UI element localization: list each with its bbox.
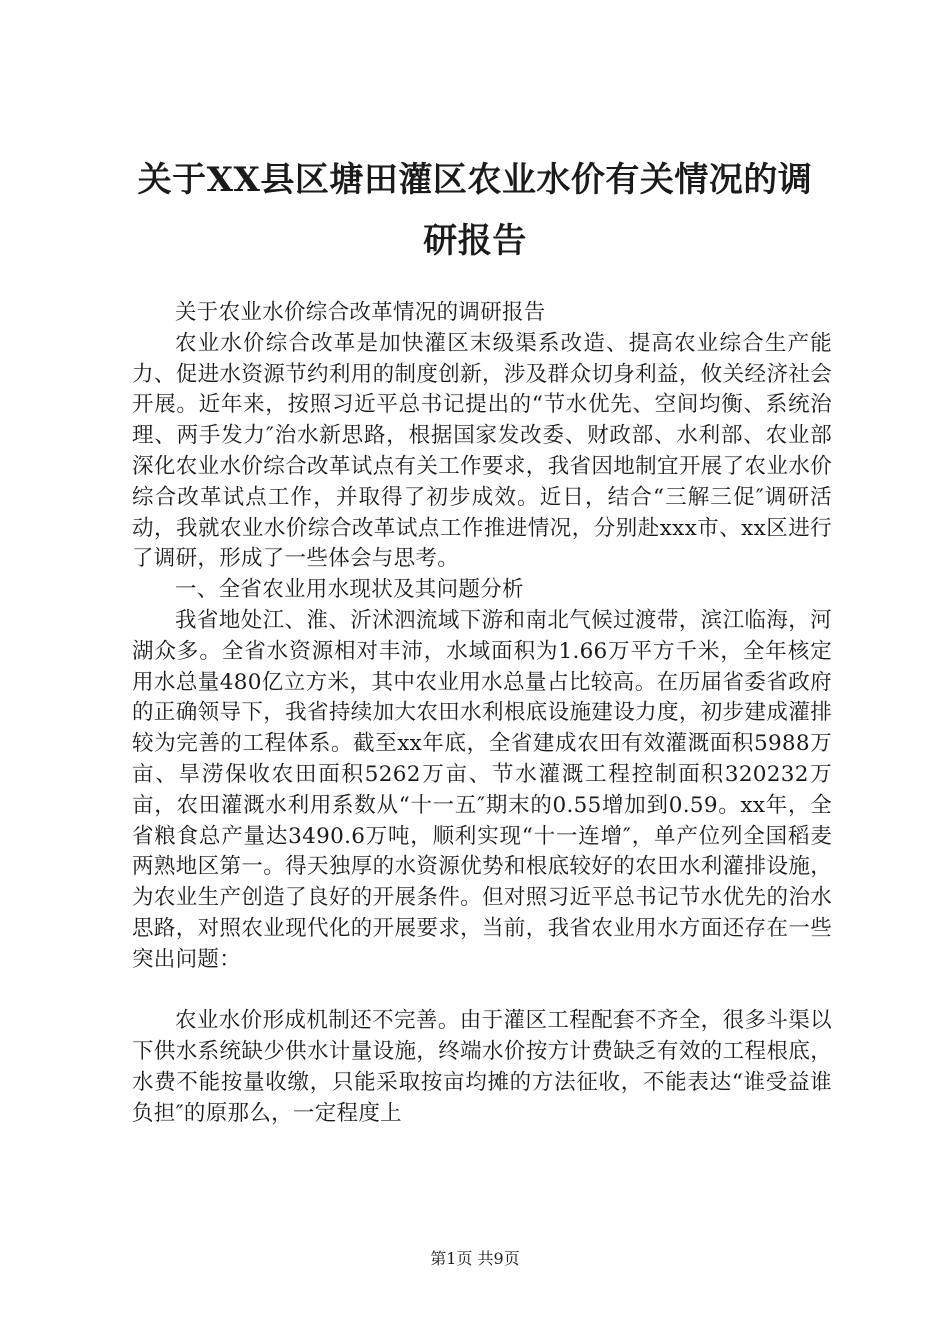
document-title-line-1: 关于XX县区塘田灌区农业水价有关情况的调 bbox=[137, 160, 813, 200]
document-title-line-2: 研报告 bbox=[423, 221, 527, 261]
paragraph-problem-1: 农业水价形成机制还不完善。由于灌区工程配套不齐全，很多斗渠以下供水系统缺少供水计量设施，终端水价按方计费缺乏有效的工程根底，水费不能按量收缴，只能采取按亩均摊的方法征收，不能表达“谁受益谁负担″的原那么，一定程度上 bbox=[132, 1008, 832, 1126]
paragraph-section-heading: 一、全省农业用水现状及其问题分析 bbox=[175, 577, 524, 603]
paragraph-status: 我省地处江、淮、沂沭泗流域下游和南北气候过渡带，滨江临海，河湖众多。全省水资源相对丰沛，水域面积为1.66万平方千米，全年核定用水总量480亿立方米，其中农业用水总量占比较高。在历届省委省政府的正确领导下，我省持续加大农田水利根底设施建设力度，初步建成灌排较为完善的工程体系。截至xx年底，全省建成农田有效灌溉面积5988万亩、旱涝保收农田面积5262万亩、节水灌溉工程控制面积320232万亩，农田灌溉水利用系数从“十一五″期末的0.55增加到0.59。xx年，全省粮食总产量达3490.6万吨，顺利实现“十一连增″，单产位列全国稻麦两熟地区第一。得天独厚的水资源优势和根底较好的农田水利灌排设施，为农业生产创造了良好的开展条件。但对照习近平总书记节水优先的治水思路，对照农业现代化的开展要求，当前，我省农业用水方面还存在一些突出问题： bbox=[132, 607, 832, 972]
paragraph-subtitle: 关于农业水价综合改革情况的调研报告 bbox=[175, 300, 546, 325]
document-body bbox=[132, 298, 832, 1130]
page-footer: 第1页 共9页 bbox=[430, 1249, 520, 1268]
paragraph-intro: 农业水价综合改革是加快灌区末级渠系改造、提高农业综合生产能力、促进水资源节约利用的制度创新，涉及群众切身利益，攸关经济社会开展。近年来，按照习近平总书记提出的“节水优先、空间均衡、系统治理、两手发力″治水新思路，根据国家发改委、财政部、水利部、农业部深化农业水价综合改革试点有关工作要求，我省因地制宜开展了农业水价综合改革试点工作，并取得了初步成效。近日，结合“三解三促″调研活动，我就农业水价综合改革试点工作推进情况，分别赴xxx市、xx区进行了调研，形成了一些体会与思考。 bbox=[132, 330, 832, 572]
